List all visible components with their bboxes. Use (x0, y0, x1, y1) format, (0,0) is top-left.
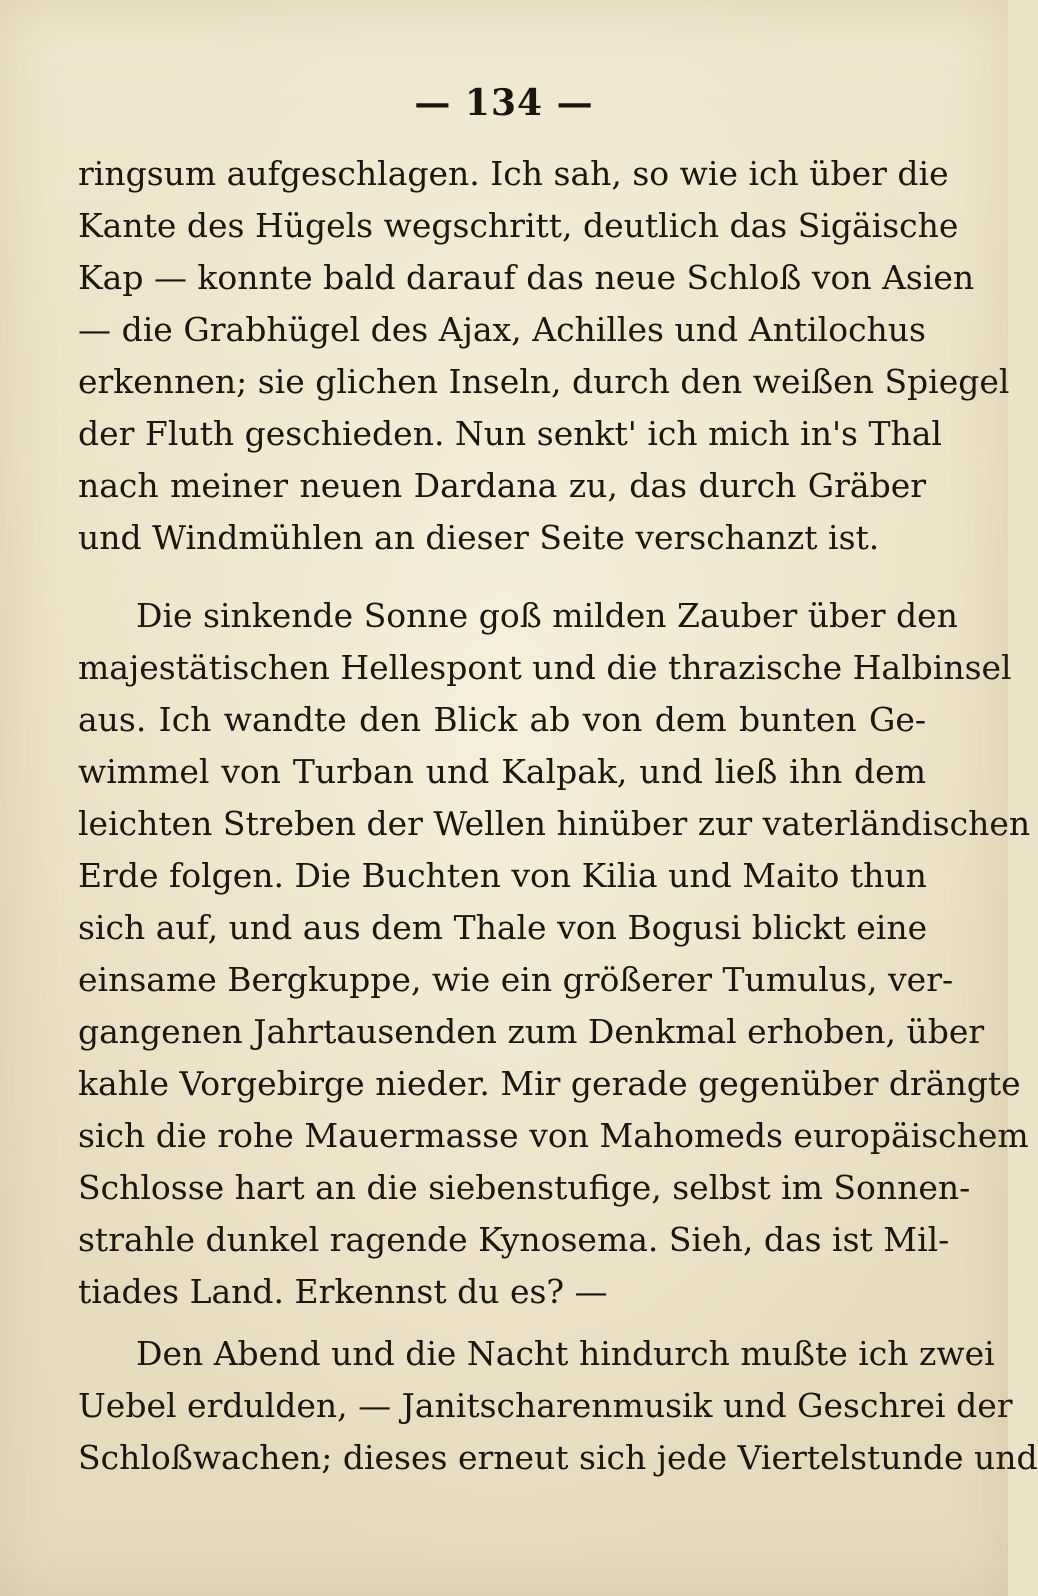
text-line: ringsum aufgeschlagen. Ich sah, so wie ich über die (78, 154, 949, 193)
text-line: Die sinkende Sonne goß milden Zauber über den (136, 596, 958, 635)
text-line: und Windmühlen an dieser Seite verschanzt ist. (78, 518, 880, 557)
text-line: strahle dunkel ragende Kynosema. Sieh, das ist Mil- (78, 1220, 950, 1259)
page-number: — 134 — (414, 82, 594, 124)
text-line: gangenen Jahrtausenden zum Denkmal erhoben, über (78, 1012, 985, 1051)
text-line: Uebel erdulden, — Janitscharenmusik und Geschrei der (78, 1386, 1013, 1425)
text-line: majestätischen Hellespont und die thrazische Halbinsel (78, 648, 1012, 687)
paragraph-1 (78, 148, 1010, 564)
text-line: sich die rohe Mauermasse von Mahomeds europäischem (78, 1116, 1029, 1155)
text-line: Schloßwachen; dieses erneut sich jede Viertelstunde und (78, 1438, 1038, 1477)
text-line: Kap — konnte bald darauf das neue Schloß von Asien (78, 258, 975, 297)
text-line: sich auf, und aus dem Thale von Bogusi blickt eine (78, 908, 928, 947)
text-line: erkennen; sie glichen Inseln, durch den weißen Spiegel (78, 362, 1010, 401)
text-line: — die Grabhügel des Ajax, Achilles und Antilochus (78, 310, 926, 349)
text-line: aus. Ich wandte den Blick ab von dem bunten Ge- (78, 700, 926, 739)
text-line: Erde folgen. Die Buchten von Kilia und Maito thun (78, 856, 927, 895)
text-line: der Fluth geschieden. Nun senkt' ich mich in's Thal (78, 414, 942, 453)
text-line: wimmel von Turban und Kalpak, und ließ ihn dem (78, 752, 926, 791)
paragraph-3 (78, 1328, 1038, 1484)
text-line: Den Abend und die Nacht hindurch mußte ich zwei (136, 1334, 995, 1373)
text-line: leichten Streben der Wellen hinüber zur vaterländischen (78, 804, 1031, 843)
text-line: kahle Vorgebirge nieder. Mir gerade gegenüber drängte (78, 1064, 1021, 1103)
text-line: Schlosse hart an die siebenstufige, selbst im Sonnen- (78, 1168, 971, 1207)
text-line: Kante des Hügels wegschritt, deutlich das Sigäische (78, 206, 959, 245)
text-line: tiades Land. Erkennst du es? — (78, 1272, 608, 1311)
text-line: nach meiner neuen Dardana zu, das durch Gräber (78, 466, 926, 505)
paragraph-2 (78, 590, 1031, 1318)
text-line: einsame Bergkuppe, wie ein größerer Tumulus, ver- (78, 960, 954, 999)
